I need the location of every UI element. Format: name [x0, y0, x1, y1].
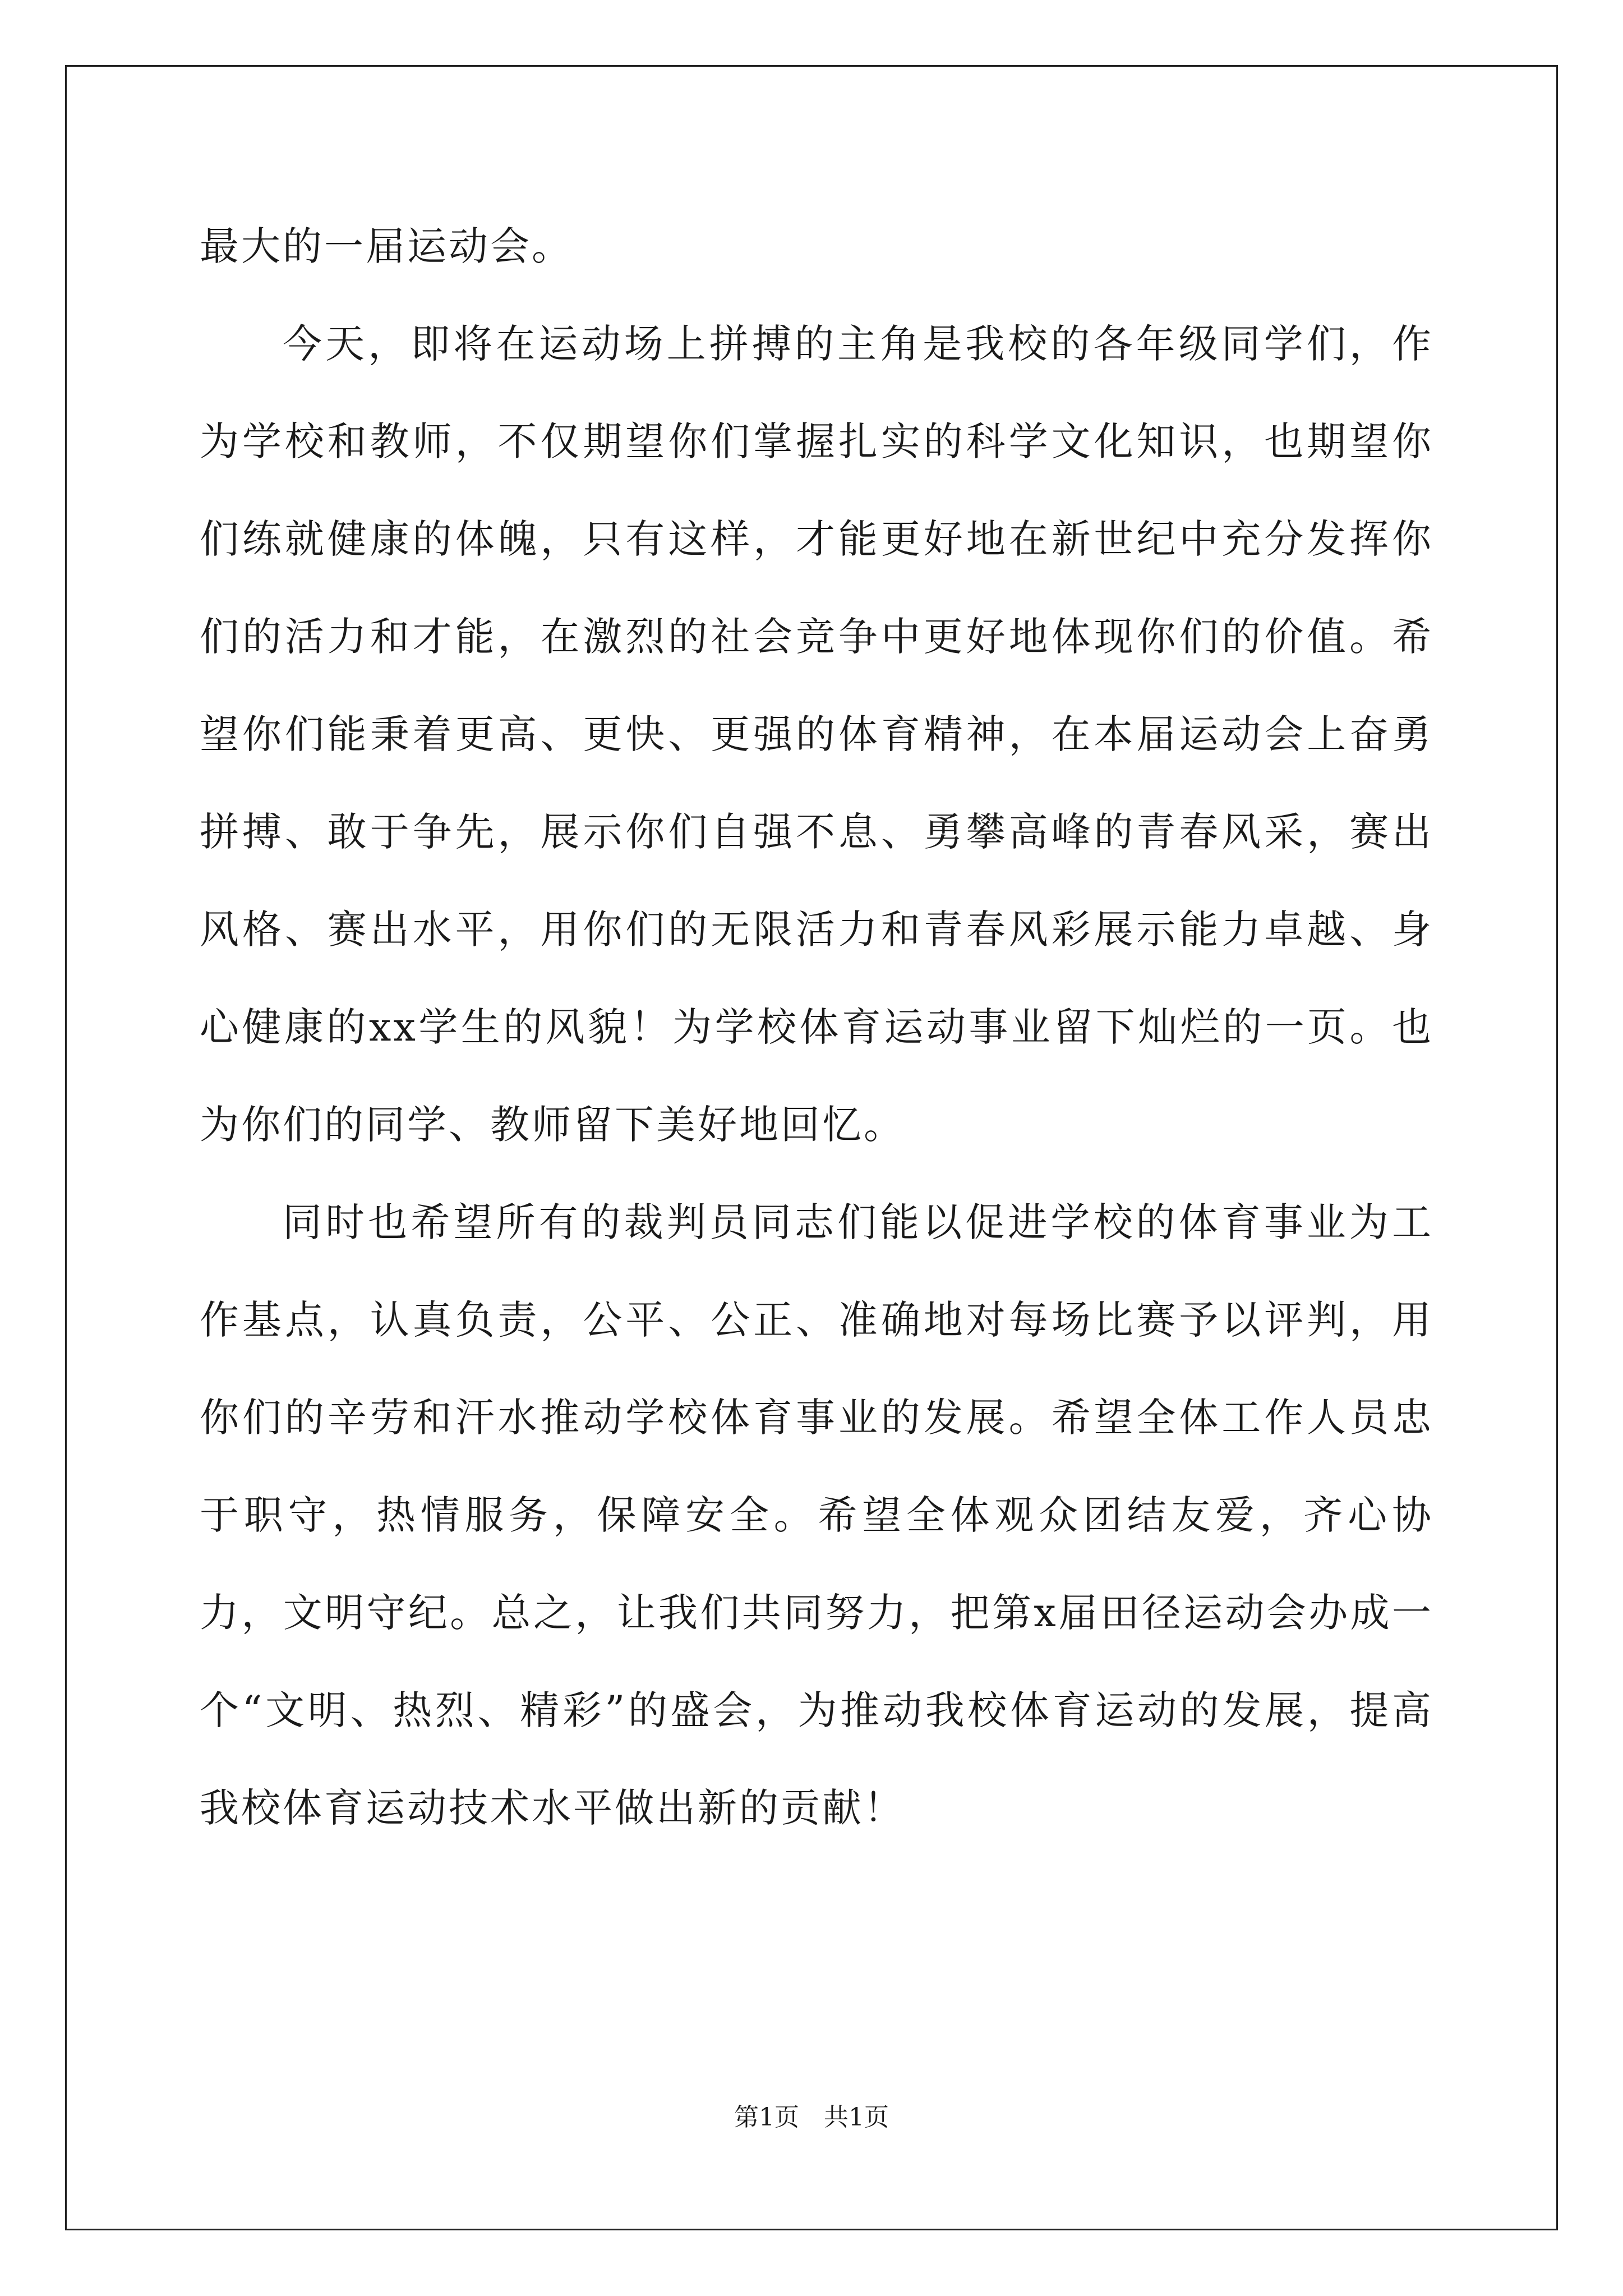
paragraph-continuation: 最大的一届运动会。	[200, 223, 573, 269]
page-number-footer: 第1页 共1页	[734, 2103, 889, 2132]
paragraph-referees: 同时也希望所有的裁判员同志们能以促进学校的体育事业为工作基点，认真负责，公平、公正、准确地对每场比赛予以评判，用你们的辛劳和汗水推动学校体育事业的发展。希望全体工作人员忠于职守，热情服务，保障安全。希望全体观众团结友爱，齐心协力，文明守纪。总之，让我们共同努力，把第x届田径运动会办成一个“文明、热烈、精彩”的盛会，为推动我校体育运动的发展，提高我校体育运动技术水平做出新的贡献！	[200, 1199, 1433, 1831]
paragraph-students: 今天，即将在运动场上拼搏的主角是我校的各年级同学们，作为学校和教师，不仅期望你们掌握扎实的科学文化知识，也期望你们练就健康的体魄，只有这样，才能更好地在新世纪中充分发挥你们的活力和才能，在激烈的社会竞争中更好地体现你们的价值。希望你们能秉着更高、更快、更强的体育精神，在本届运动会上奋勇拼搏、敢于争先，展示你们自强不息、勇攀高峰的青春风采，赛出风格、赛出水平，用你们的无限活力和青春风彩展示能力卓越、身心健康的xx学生的风貌！为学校体育运动事业留下灿烂的一页。也为你们的同学、教师留下美好地回忆。	[200, 321, 1433, 1148]
document-body	[200, 197, 1433, 1857]
